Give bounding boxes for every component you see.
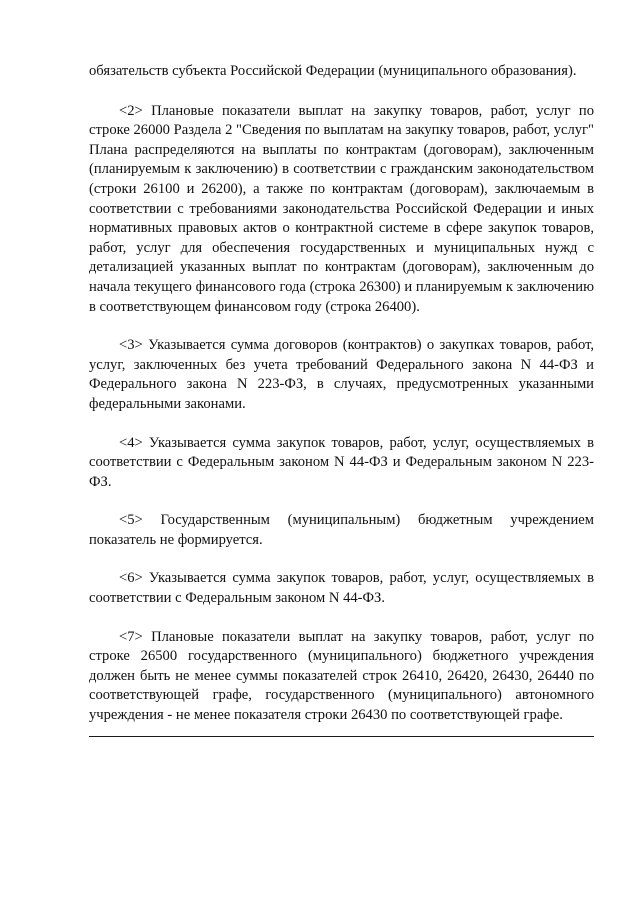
paragraph-continuation: обязательств субъекта Российской Федерации (муниципального образования).	[89, 63, 577, 79]
footnote-6: <6> Указывается сумма закупок товаров, работ, услуг, осуществляемых в соответствии с Федеральным законом N 44-ФЗ.	[89, 570, 594, 607]
footnote-7: <7> Плановые показатели выплат на закупку товаров, работ, услуг по строке 26500 государственного (муниципального) бюджетного учреждения должен быть не менее суммы показателей строк 26410, 26420, 26430, 26440 по соответствующей графе, государственного (муниципального) автономного учреждения - не менее показателя строки 26430 по соответствующей графе.	[89, 628, 594, 724]
footnote-5: <5> Государственным (муниципальным) бюджетным учреждением показатель не формируется.	[89, 512, 594, 548]
document-body	[89, 62, 594, 745]
footnote-3: <3> Указывается сумма договоров (контрактов) о закупках товаров, работ, услуг, заключенных без учета требований Федерального закона N 44-ФЗ и Федерального закона N 223-ФЗ, в случаях, предусмотренных указанными федеральными законами.	[89, 337, 594, 412]
footnote-2: <2> Плановые показатели выплат на закупку товаров, работ, услуг по строке 26000 Раздела 2 "Сведения по выплатам на закупку товаров, работ, услуг" Плана распределяются на выплаты по контрактам (договорам), заключенным (планируемым к заключению) в соответствии с гражданским законодательством (строки 26100 и 26200), а также по контрактам (договорам), заключаемым в соответствии с требованиями законодательства Российской Федерации и иных нормативных правовых актов о контрактной системе в сфере закупок товаров, работ, услуг для обеспечения государственных и муниципальных нужд с детализацией указанных выплат по контрактам (договорам), заключенным до начала текущего финансового года (строка 26300) и планируемым к заключению в соответствующем финансовом году (строка 26400).	[89, 102, 594, 315]
footer-divider-line	[89, 736, 594, 737]
footnote-4: <4> Указывается сумма закупок товаров, работ, услуг, осуществляемых в соответствии с Федеральным законом N 44-ФЗ и Федеральным законом N 223-ФЗ.	[89, 434, 594, 490]
